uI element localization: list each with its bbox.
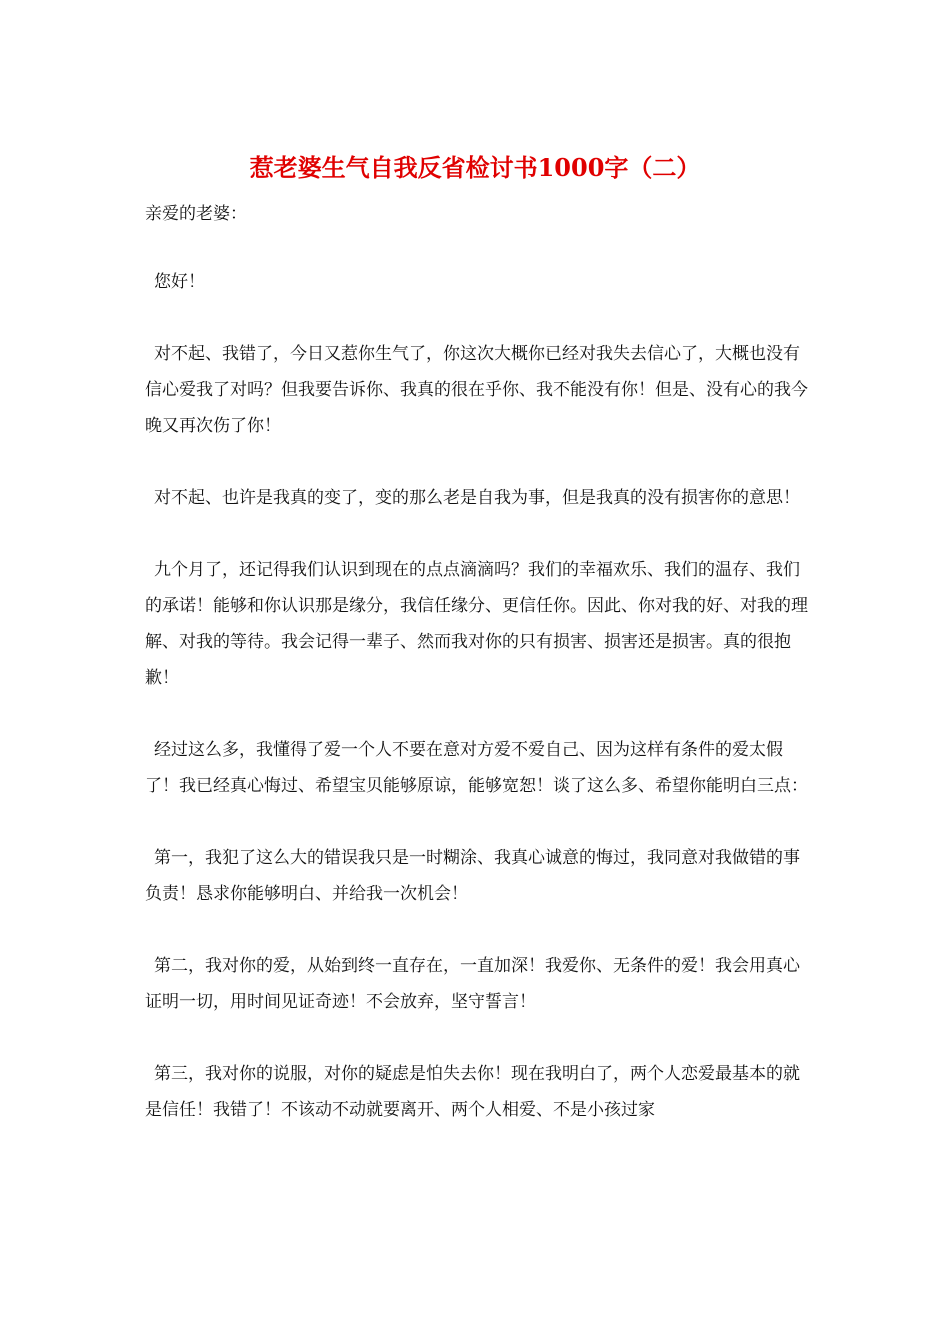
document-body [145,196,810,1164]
paragraph-point-three: 第三，我对你的说服，对你的疑虑是怕失去你！现在我明白了，两个人恋爱最基本的就是信任！我错了！不该动不动就要离开、两个人相爱、不是小孩过家 [145,1064,800,1120]
paragraph-apology: 对不起、我错了，今日又惹你生气了，你这次大概你已经对我失去信心了，大概也没有信心爱我了对吗？但我要告诉你、我真的很在乎你、我不能没有你！但是、没有心的我今晚又再次伤了你！ [145,344,808,436]
paragraph-understanding: 经过这么多，我懂得了爱一个人不要在意对方爱不爱自己、因为这样有条件的爱太假了！我已经真心悔过、希望宝贝能够原谅，能够宽恕！谈了这么多、希望你能明白三点： [145,740,808,796]
paragraph-point-one: 第一，我犯了这么大的错误我只是一时糊涂、我真心诚意的悔过，我同意对我做错的事负责！恳求你能够明白、并给我一次机会！ [145,848,800,904]
paragraph-point-two: 第二，我对你的爱，从始到终一直存在，一直加深！我爱你、无条件的爱！我会用真心证明一切，用时间见证奇迹！不会放弃，坚守誓言！ [145,956,800,1012]
document-title: 惹老婆生气自我反省检讨书1000字（二） [249,153,701,182]
paragraph-changed: 对不起、也许是我真的变了，变的那么老是自我为事，但是我真的没有损害你的意思！ [154,488,800,508]
paragraph-greeting: 您好！ [154,272,205,292]
paragraph-nine-months: 九个月了，还记得我们认识到现在的点点滴滴吗？我们的幸福欢乐、我们的温存、我们的承诺！能够和你认识那是缘分，我信任缘分、更信任你。因此、你对我的好、对我的理解、对我的等待。我会记得一辈子、然而我对你的只有损害、损害还是损害。真的很抱歉！ [145,560,808,688]
salutation: 亲爱的老婆： [145,204,247,224]
